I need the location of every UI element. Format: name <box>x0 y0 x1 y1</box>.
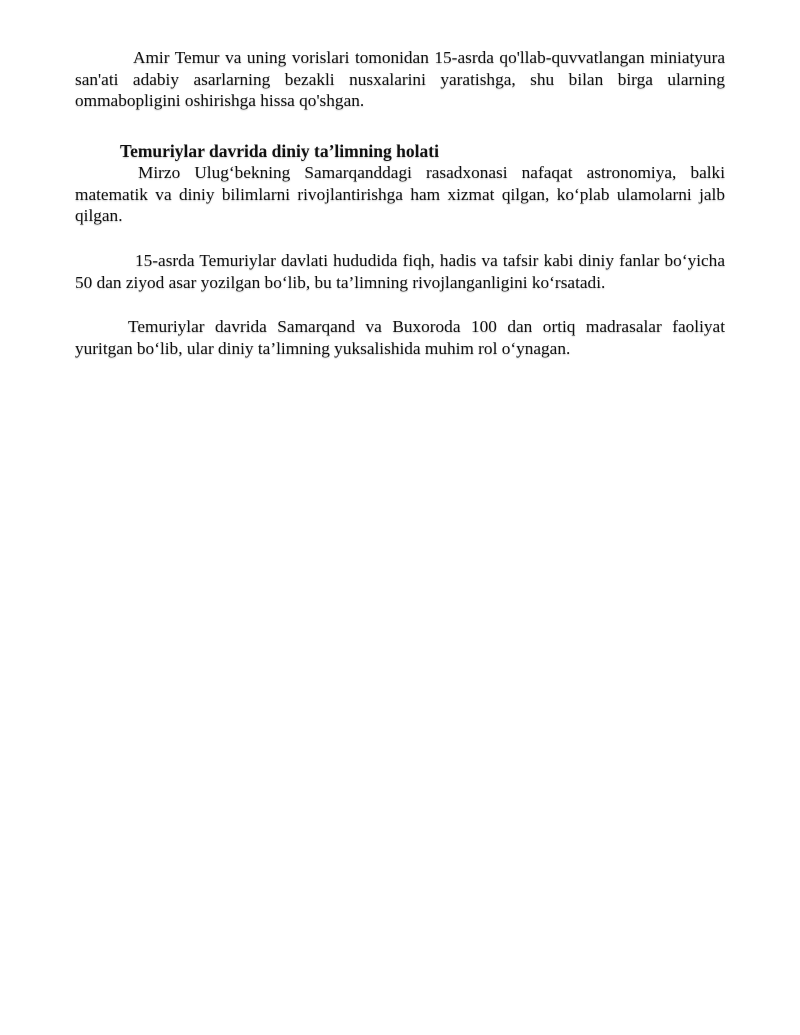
paragraph-religious-works <box>75 250 725 293</box>
section-heading: Temuriylar davrida diniy ta’limning holati <box>120 141 439 161</box>
paragraph-text: Mirzo Ulug‘bekning Samarqanddagi rasadxonasi nafaqat astronomiya, balki matematik va diniy bilimlarni rivojlantirishga ham xizmat qilgan, ko‘plab ulamolarni jalb qilgan. <box>75 163 725 225</box>
paragraph-text: Temuriylar davrida Samarqand va Buxoroda 100 dan ortiq madrasalar faoliyat yuritgan bo‘lib, ular diniy ta’limning yuksalishida muhim rol o‘ynagan. <box>75 317 725 358</box>
paragraph-madrasas <box>75 316 725 359</box>
paragraph-text: 15-asrda Temuriylar davlati hududida fiqh, hadis va tafsir kabi diniy fanlar bo‘yicha 50 dan ziyod asar yozilgan bo‘lib, bu ta’limning rivojlanganligini ko‘rsatadi. <box>75 251 725 292</box>
paragraph-text: Amir Temur va uning vorislari tomonidan 15-asrda qo'llab-quvvatlangan miniatyura san'ati adabiy asarlarning bezakli nusxalarini yaratishga, shu bilan birga ularning ommabopligini oshirishga hissa qo'shgan. <box>75 48 725 110</box>
paragraph-ulugbek-observatory <box>75 162 725 227</box>
paragraph-miniature-art <box>75 47 725 112</box>
